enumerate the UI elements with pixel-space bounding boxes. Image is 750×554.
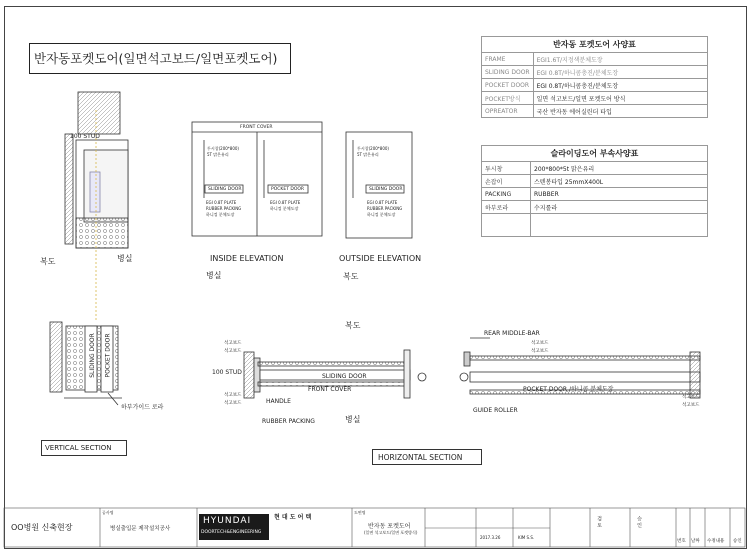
tb-rev-date: 날짜 bbox=[691, 539, 700, 544]
tb-date: 2017.3.26 bbox=[480, 535, 501, 540]
ie-right-note-1: EGI 0.8T PLATE bbox=[270, 200, 301, 205]
spec-key: FRAME bbox=[482, 53, 534, 66]
vs-caption: VERTICAL SECTION bbox=[45, 444, 112, 452]
spec-key: POCKET방식 bbox=[482, 92, 534, 105]
spec-key: OPREATOR bbox=[482, 105, 534, 118]
inside-elevation-drawing bbox=[192, 122, 322, 236]
vs-pocket: POCKET DOOR bbox=[104, 333, 112, 378]
hs-guide-roller-2 bbox=[460, 373, 468, 381]
spec-value: 일면 석고보드/일면 포켓도어 방식 bbox=[533, 92, 707, 105]
oe-note-1: EGI 0.8T PLATE bbox=[367, 200, 398, 205]
ie-right-note-2: 하니컴 분체도장 bbox=[270, 206, 299, 211]
oe-caption: OUTSIDE ELEVATION bbox=[339, 254, 422, 263]
parts-value: 스텐봉타입 25mmX400L bbox=[531, 175, 708, 188]
spec-value: EGI 0.8T/하니콤충진/분체도장 bbox=[533, 79, 707, 92]
ie-window-1: 투시창(200*800) bbox=[207, 146, 239, 151]
vs-caption-box bbox=[41, 440, 127, 456]
parts-key: 손잡이 bbox=[482, 175, 531, 188]
oe-note-2: RUBBER PACKING bbox=[367, 206, 403, 211]
ie-front-cover: FRONT COVER bbox=[240, 125, 273, 130]
hs-front-cover: FRONT COVER bbox=[308, 386, 352, 393]
hs-board-left-2: 석고보드 bbox=[224, 349, 242, 354]
parts-key: 하부로라 bbox=[482, 201, 531, 214]
vs-roller: 하부가이드 로라 bbox=[121, 404, 164, 411]
tb-owner-label: 공사명 bbox=[102, 510, 114, 515]
hs-corridor: 복도 bbox=[345, 321, 361, 330]
ie-room: 병실 bbox=[206, 271, 222, 280]
hs-middle-bar bbox=[464, 352, 470, 366]
oe-note-3: 하니컴 분체도장 bbox=[367, 212, 396, 217]
drawing-title: 반자동포켓도어(일면석고보드/일면포켓도어) bbox=[34, 51, 278, 66]
tb-company: 현 대 도 어 텍 bbox=[274, 514, 312, 521]
hs-ward: 병실 bbox=[345, 415, 361, 424]
tb-drawing-label: 도면명 bbox=[354, 510, 366, 515]
tb-logo: HYUNDAI bbox=[203, 516, 252, 526]
ie-pocket-tag: POCKET DOOR bbox=[271, 187, 305, 192]
ie-caption: INSIDE ELEVATION bbox=[210, 254, 284, 263]
operator bbox=[90, 172, 100, 212]
parts-key: PACKING bbox=[482, 188, 531, 201]
hs-left-wall bbox=[244, 352, 254, 398]
parts-value: 200*800*5t 맑은유리 bbox=[531, 162, 708, 175]
hs-right-wall bbox=[690, 352, 700, 398]
hs-board-left-4: 석고보드 bbox=[224, 401, 242, 406]
tb-project: OO병원 신축현장 bbox=[11, 523, 73, 532]
hs-pocket: POCKET DOOR /하니콤 분체도장 bbox=[523, 386, 614, 393]
ie-left-note-1: EGI 0.8T PLATE bbox=[206, 200, 237, 205]
oe-window-1: 투시창(200*800) bbox=[357, 146, 389, 151]
hs-guide-roller bbox=[418, 373, 426, 381]
spec-value: EGI 0.8T/하니콤충진/분체도장 bbox=[533, 66, 707, 79]
tb-drawer: KIM S.S. bbox=[518, 535, 535, 540]
spec-key: POCKET DOOR bbox=[482, 79, 534, 92]
ie-left-note-2: RUBBER PACKING bbox=[206, 206, 242, 211]
tb-work: 병실출입문 제작설치공사 bbox=[110, 526, 171, 532]
tb-logo-box bbox=[199, 514, 269, 540]
hs-board-right-2: 석고보드 bbox=[531, 349, 549, 354]
side-section bbox=[65, 92, 128, 320]
spec-table-title: 반자동 포켓도어 사양표 bbox=[482, 37, 708, 53]
side-ward-label: 병실 bbox=[117, 254, 133, 263]
spec-value: EGI1.6T/지정색분체도장 bbox=[533, 53, 707, 66]
hs-board-right-4: 석고보드 bbox=[682, 403, 700, 408]
hs-board-left-3: 석고보드 bbox=[224, 393, 242, 398]
hs-cover-top bbox=[258, 362, 408, 366]
oe-window-2: 5T 맑은유리 bbox=[357, 152, 379, 157]
hs-handle: HANDLE bbox=[266, 398, 291, 405]
hs-jamb bbox=[404, 350, 410, 398]
hs-pocket-top bbox=[470, 356, 700, 360]
ie-window-2: 5T 맑은유리 bbox=[207, 152, 229, 157]
hs-guide: GUIDE ROLLER bbox=[473, 407, 518, 414]
parts-value: RUBBER bbox=[531, 188, 708, 201]
tb-logo-sub: DOORTECH&ENGINEERING bbox=[201, 530, 262, 535]
hs-board-left-1: 석고보드 bbox=[224, 341, 242, 346]
side-corridor-label: 복도 bbox=[40, 257, 56, 266]
oe-tag: SLIDING DOOR bbox=[369, 187, 403, 192]
tb-rev-content: 수정내용 bbox=[707, 539, 725, 544]
parts-key: 투시창 bbox=[482, 162, 531, 175]
parts-table-title: 슬라이딩도어 부속사양표 bbox=[482, 146, 708, 162]
vs-wall-hatch bbox=[50, 322, 62, 392]
tb-drawing-sub: (일면 석고보드/일면 포켓방식) bbox=[364, 530, 418, 535]
vs-roller-leader bbox=[108, 393, 118, 405]
hs-caption-box bbox=[372, 449, 482, 465]
vs-sliding: SLIDING DOOR bbox=[88, 333, 96, 378]
side-stud-label: 100 STUD bbox=[70, 133, 100, 140]
ie-left-note-3: 하니컴 분체도장 bbox=[206, 212, 235, 217]
parts-value: 수지롤라 bbox=[531, 201, 708, 214]
wall-hatch bbox=[65, 134, 73, 244]
tb-review: 검 토 bbox=[596, 516, 602, 528]
hs-board-right-1: 석고보드 bbox=[531, 341, 549, 346]
hs-rear-bar: REAR MIDDLE-BAR bbox=[484, 330, 540, 337]
hs-stud: 100 STUD bbox=[212, 369, 242, 376]
hs-sliding: SLIDING DOOR bbox=[322, 373, 367, 380]
ie-sliding-tag: SLIDING DOOR bbox=[208, 187, 242, 192]
oe-room: 복도 bbox=[343, 272, 359, 281]
tb-drawing: 반자동 포켓도어 bbox=[368, 523, 411, 530]
tb-rev-no: 번호 bbox=[677, 539, 686, 544]
spec-value: 국산 반자동 에어실린더 타입 bbox=[533, 105, 707, 118]
spec-key: SLIDING DOOR bbox=[482, 66, 534, 79]
hs-rubber: RUBBER PACKING bbox=[262, 418, 315, 425]
tb-approve: 승 인 bbox=[636, 516, 642, 528]
hs-caption: HORIZONTAL SECTION bbox=[378, 453, 463, 462]
insulation bbox=[76, 218, 128, 248]
ceiling-hatch bbox=[78, 92, 120, 134]
hs-board-right-3: 석고보드 bbox=[682, 395, 700, 400]
hs-pocket-door bbox=[470, 372, 700, 382]
tb-rev-sign: 승인 bbox=[733, 539, 742, 544]
